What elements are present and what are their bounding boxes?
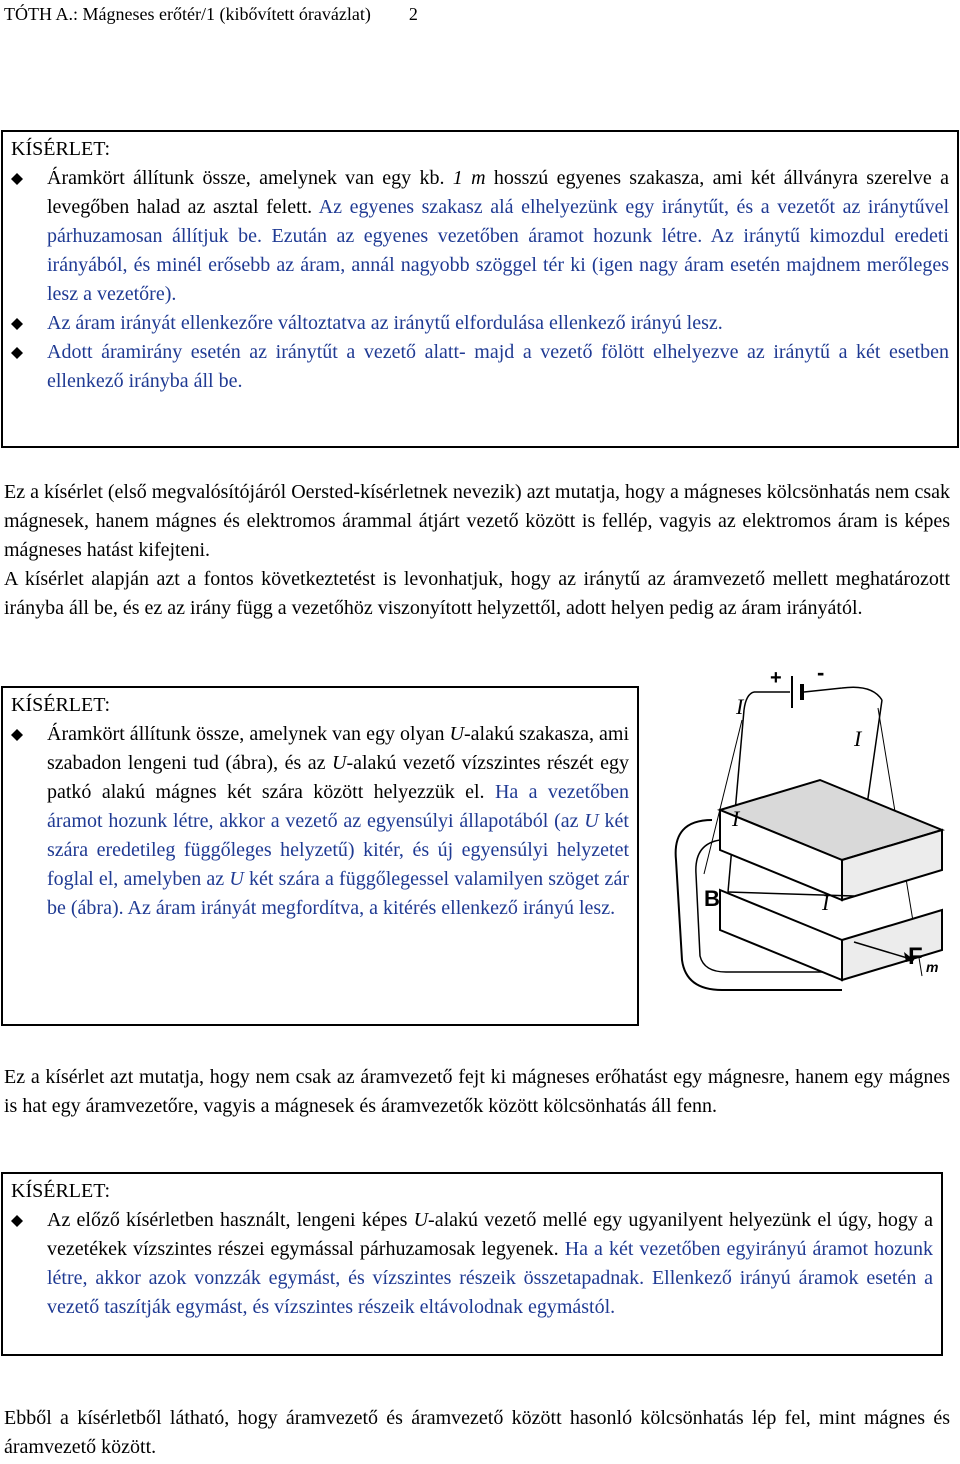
- bullet-text-italic: U: [449, 723, 464, 745]
- bullet-text: Ha a két vezetőben egyirányú áramot hozunk létre, akkor azok vonzzák egymást, és vízszintes részeik összetapadnak. Ellenkező irányú áramok esetén a vezető taszítják egymást, és vízszintes részeik eltávolodnak egymástól.: [47, 1238, 933, 1318]
- bullet-item: [11, 309, 949, 338]
- current-label: I: [854, 726, 862, 751]
- experiment-title: KÍSÉRLET:: [11, 694, 110, 716]
- conductor-leg-left: [728, 710, 744, 892]
- bullet-text: Az áram irányát ellenkezőre változtatva az iránytű elfordulása ellenkező irányú lesz.: [47, 312, 723, 334]
- bullet-text: Ha a vezetőben áramot hozunk létre, akkor a vezető az egyensúlyi állapotából (az: [47, 781, 629, 832]
- experiment-box-1: [1, 130, 959, 448]
- bullet-text: két szára eredetileg függőleges helyzetű) kitér, és új egyensúlyi helyzetet foglal el, amelyben az: [47, 810, 629, 890]
- page-header: [4, 2, 418, 26]
- magnet-conductor-figure: [642, 660, 958, 1000]
- current-label: I: [732, 806, 740, 831]
- paragraph: Ez a kísérlet (első megvalósítójáról Oersted-kísérletnek nevezik) azt mutatja, hogy a mágneses kölcsönhatás nem csak mágnesek, hanem mágnes és elektromos árammal átjárt vezető között is fellép, vagyis az elektromos áram is képes mágneses hatást kifejteni.: [4, 481, 950, 561]
- experiment-title: KÍSÉRLET:: [11, 1180, 110, 1202]
- bullet-item: [11, 720, 629, 923]
- experiment-bullets: [11, 720, 629, 923]
- bullet-text: Áramkört állítunk össze, amelynek van egy olyan: [47, 723, 450, 745]
- page-number: 2: [408, 4, 418, 24]
- bullet-text: hosszú egyenes szakasza, ami két állványra szerelve a levegőben halad az asztal felett.: [47, 167, 949, 218]
- bullet-text-italic: U: [332, 752, 347, 774]
- bullet-item: [11, 338, 949, 396]
- diamond-bullet-icon: [11, 318, 23, 330]
- bullet-text: -alakú szakasza, ami szabadon lengeni tud (ábra), és az: [47, 723, 629, 774]
- bullet-text: -alakú vezető mellé egy ugyanilyent helyezünk el úgy, hogy a vezetékek vízszintes részei egymással párhuzamosak legyenek.: [47, 1209, 933, 1260]
- field-label: B: [704, 886, 720, 911]
- diamond-bullet-icon: [11, 173, 23, 185]
- experiment-box-3: [1, 1172, 943, 1356]
- wire-segment: [744, 692, 754, 710]
- bullet-text: Az előző kísérletben használt, lengeni képes: [47, 1209, 414, 1231]
- diamond-bullet-icon: [11, 1215, 23, 1227]
- header-title: TÓTH A.: Mágneses erőtér/1 (kibővített óravázlat): [4, 4, 371, 24]
- paragraph: Ez a kísérlet azt mutatja, hogy nem csak az áramvezető fejt ki mágneses erőhatást egy mágnesre, hanem egy mágnes is hat egy áramvezetőre, vagyis a mágnesek és áramvezetők között kölcsönhatás áll fenn.: [4, 1066, 950, 1117]
- diamond-bullet-icon: [11, 347, 23, 359]
- bullet-text: Áramkört állítunk össze, amelynek van egy kb.: [47, 167, 453, 189]
- experiment-title: KÍSÉRLET:: [11, 138, 110, 160]
- bullet-text-italic: U: [413, 1209, 429, 1231]
- plus-label: +: [770, 667, 782, 689]
- force-label: F: [908, 943, 923, 970]
- wire-segment: [804, 687, 882, 700]
- diamond-bullet-icon: [11, 729, 23, 741]
- paragraph: A kísérlet alapján azt a fontos következtetést is levonhatjuk, hogy az iránytű az áramvezető mellett meghatározott irányba áll be, és ez az irány függ a vezetőhöz viszonyított helyzettől, adott helyen pedig az áram irányától.: [4, 568, 950, 619]
- paragraph: Ebből a kísérletből látható, hogy áramvezető és áramvezető között hasonló kölcsönhatás lép fel, mint mágnes és áramvezető között.: [4, 1407, 950, 1458]
- experiment-bullets: [11, 164, 949, 396]
- minus-label: -: [817, 660, 825, 685]
- experiment-bullets: [11, 1206, 933, 1322]
- experiment-box-2: [1, 686, 639, 1026]
- bullet-item: [11, 164, 949, 309]
- bullet-item: [11, 1206, 933, 1322]
- force-subscript: m: [926, 959, 939, 975]
- current-label: I: [736, 694, 744, 719]
- bullet-text: két szára a függőlegessel valamilyen szöget zár be (ábra). Az áram irányát megfordítva, a kitérés ellenkező irányú lesz.: [47, 868, 629, 919]
- bullet-text-italic: 1 m: [452, 167, 486, 189]
- bullet-text-italic: U: [229, 868, 244, 890]
- bullet-text: Az egyenes szakasz alá elhelyezünk egy iránytűt, és a vezetőt az iránytűvel párhuzamosan állítjuk be. Ezután az egyenes vezetőben áramot hozunk létre. Az iránytű kimozdul eredeti irányából, és minél erősebb az áram, annál nagyobb szöggel tér ki (igen nagy áram esetén majdnem merőleges lesz a vezetőre).: [47, 196, 949, 305]
- bullet-text: -alakú vezető vízszintes részét egy patkó alakú mágnes két szára között helyezzük el.: [47, 752, 629, 803]
- bullet-text: Adott áramirány esetén az iránytűt a vezető alatt- majd a vezető fölött elhelyezve az iránytű a két esetben ellenkező irányba áll be.: [47, 341, 949, 392]
- current-label: I: [822, 890, 830, 915]
- bullet-text-italic: U: [584, 810, 599, 832]
